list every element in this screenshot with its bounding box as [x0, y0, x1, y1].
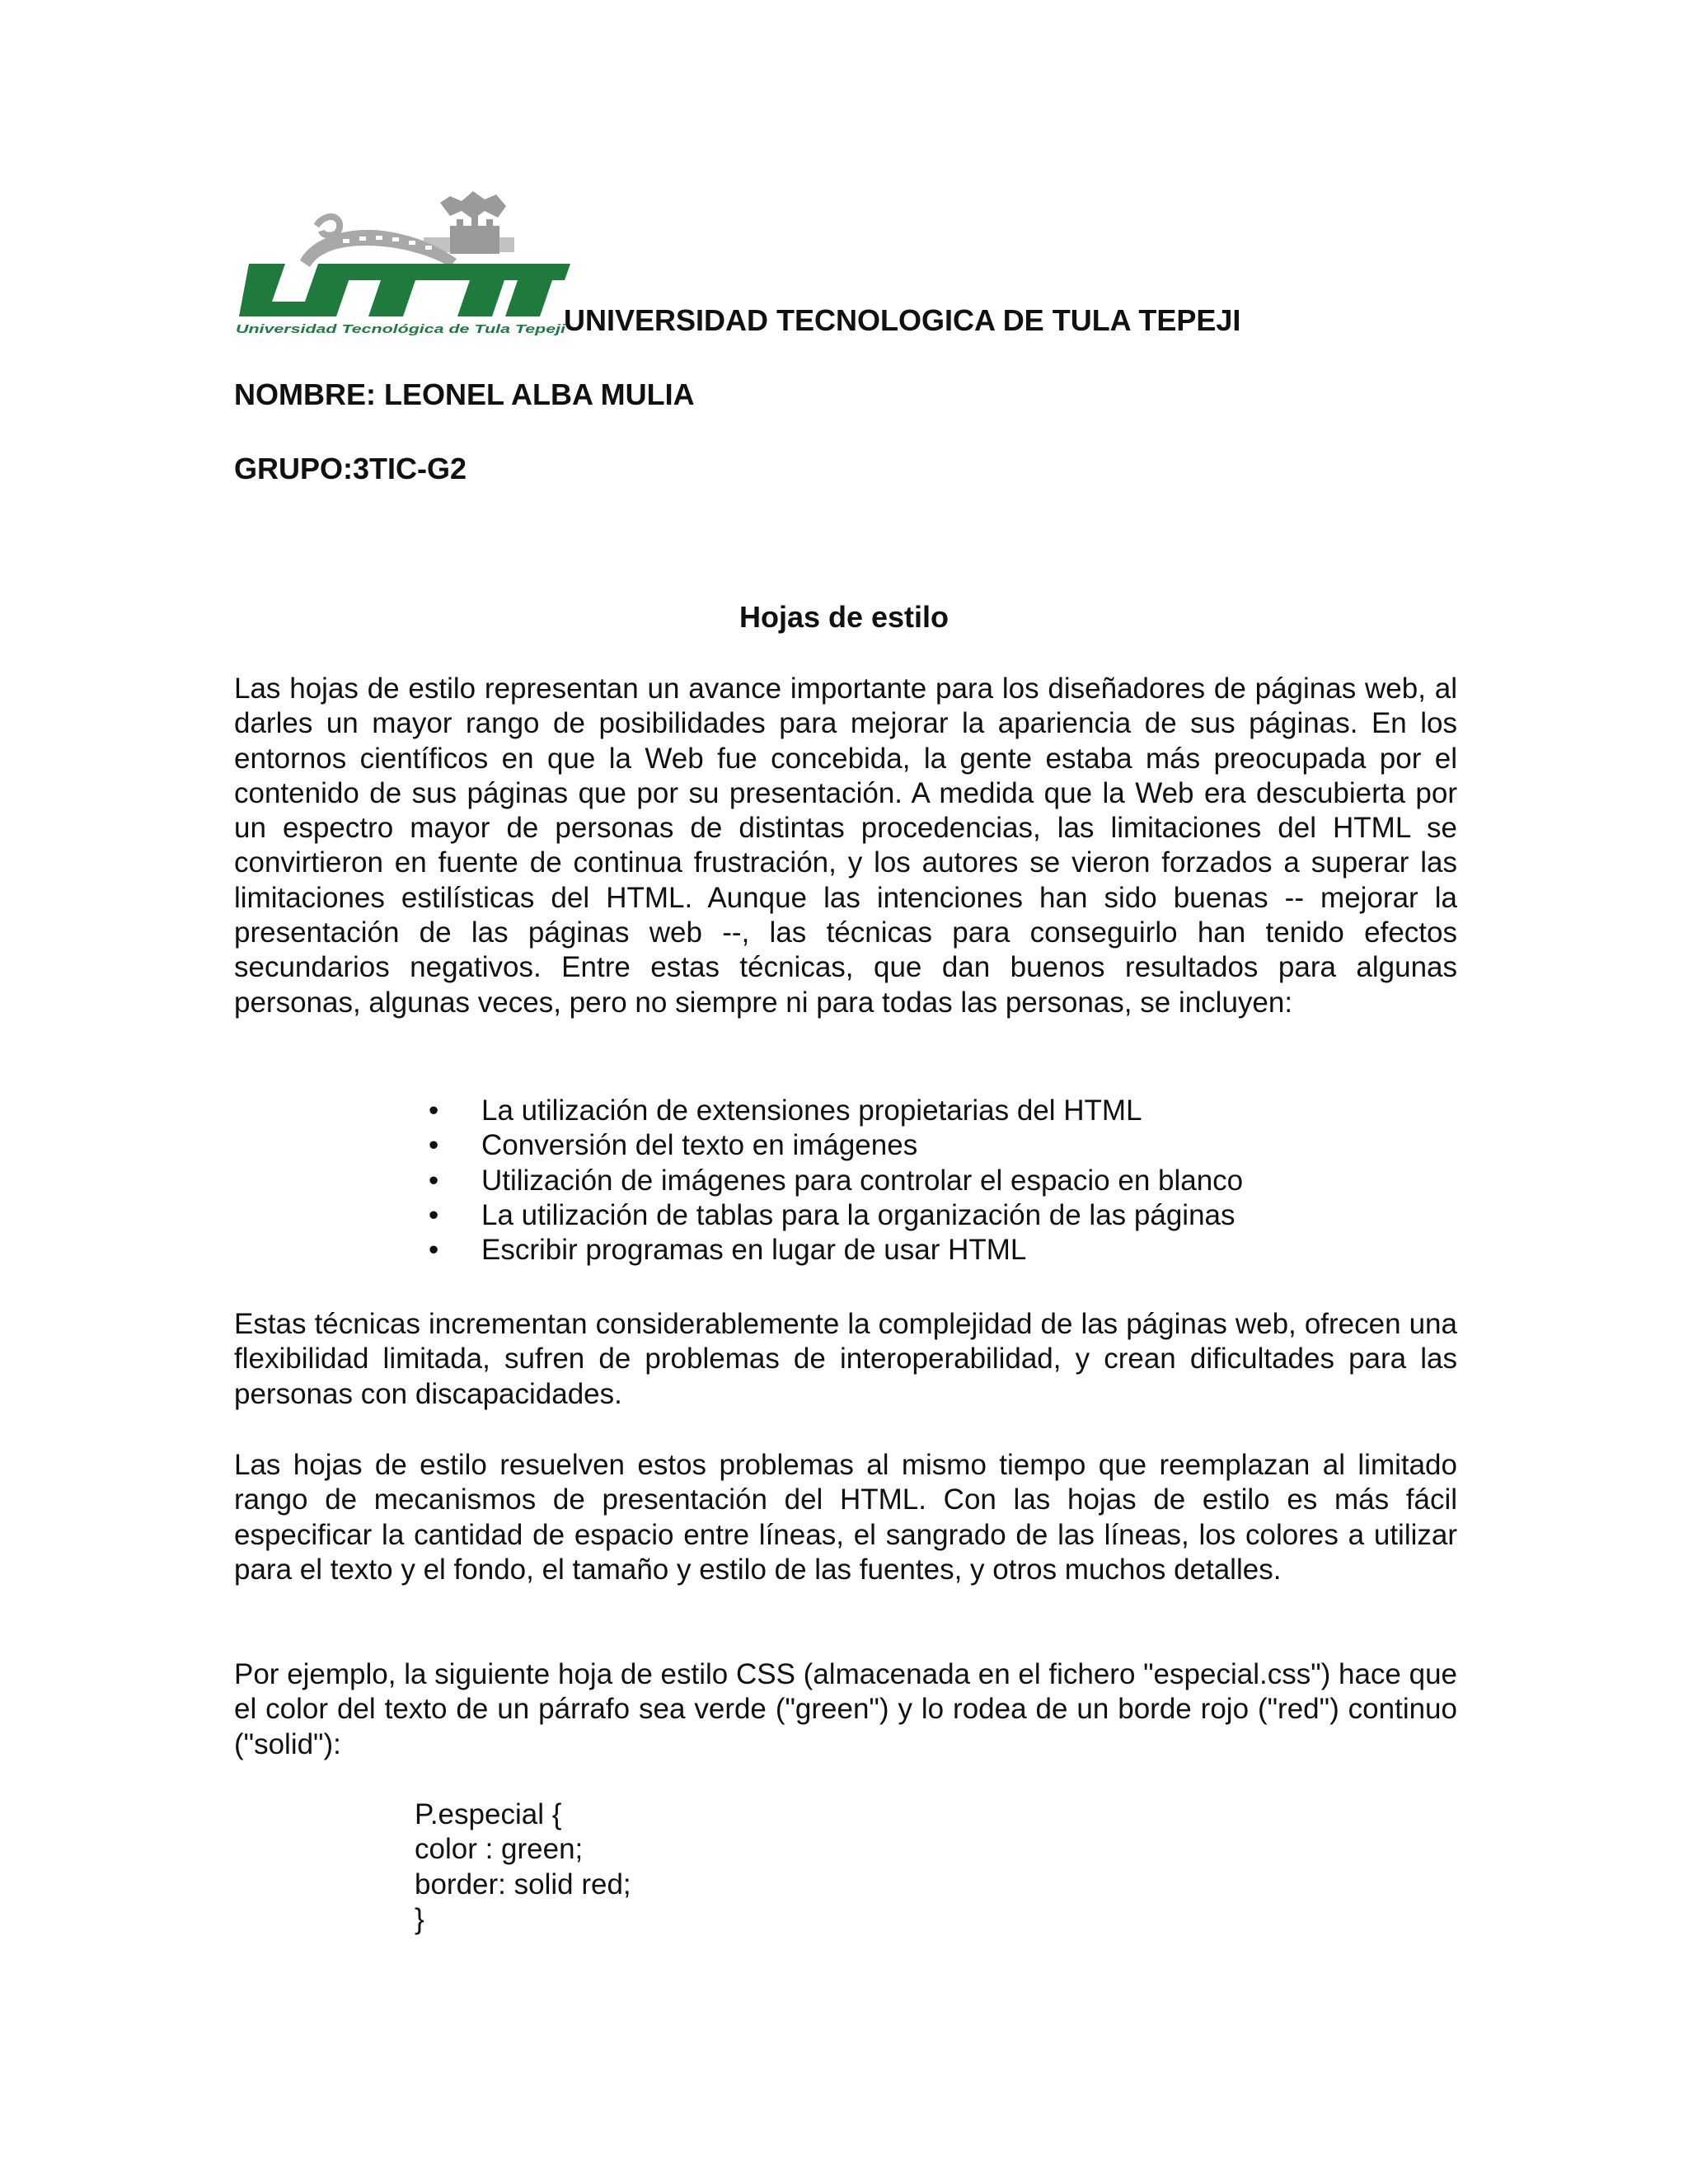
- code-line: border: solid red;: [415, 1868, 631, 1900]
- code-line: }: [415, 1902, 424, 1935]
- paragraph-intro: Las hojas de estilo representan un avance importante para los diseñadores de páginas web, al darles un mayor rango de posibilidades para mejorar la apariencia de sus páginas. En los entornos científicos en que la Web fue concebida, la gente estaba más preocupada por el contenido de sus páginas que por su presentación. A medida que la Web era descubierta por un espectro mayor de personas de distintas procedencias, las limitaciones del HTML se convirtieron en fuente de continua frustración, y los autores se vieron forzados a superar las limitaciones estilísticas del HTML. Aunque las intenciones han sido buenas -- mejorar la presentación de las páginas web --, las técnicas para conseguirlo han tenido efectos secundarios negativos. Entre estas técnicas, que dan buenos resultados para algunas personas, algunas veces, pero no siempre ni para todas las personas, se incluyen:: [234, 673, 1457, 1019]
- list-item: • Conversión del texto en imágenes: [429, 1128, 1243, 1163]
- student-name: NOMBRE: LEONEL ALBA MULIA: [234, 377, 695, 411]
- code-line: P.especial {: [415, 1798, 562, 1830]
- list-item: • Utilización de imágenes para controlar el espacio en blanco: [429, 1164, 1243, 1198]
- list-item: • Escribir programas en lugar de usar HTML: [429, 1233, 1243, 1268]
- techniques-list: [429, 1094, 1243, 1268]
- paragraph-solution: Las hojas de estilo resuelven estos problemas al mismo tiempo que reemplazan al limitado rango de mecanismos de presentación del HTML. Con las hojas de estilo es más fácil especificar la cantidad de espacio entre líneas, el sangrado de las líneas, los colores a utilizar para el texto y el fondo, el tamaño y estilo de las fuentes, y otros muchos detalles.: [234, 1449, 1457, 1586]
- code-line: color : green;: [415, 1833, 584, 1866]
- document-title: Hojas de estilo: [738, 600, 950, 634]
- list-item: • La utilización de extensiones propietarias del HTML: [429, 1094, 1243, 1128]
- document-header: [234, 188, 1470, 344]
- list-item: • La utilización de tablas para la organización de las páginas: [429, 1198, 1243, 1233]
- paragraph-problems: Estas técnicas incrementan considerablemente la complejidad de las páginas web, ofrecen una flexibilidad limitada, sufren de problemas de interoperabilidad, y crean dificultades para las personas con discapacidades.: [234, 1308, 1457, 1410]
- paragraph-example: Por ejemplo, la siguiente hoja de estilo CSS (almacenada en el fichero "especial.css") hace que el color del texto de un párrafo sea verde ("green") y lo rodea de un borde rojo ("red") continuo ("solid"):: [234, 1658, 1458, 1760]
- university-name: UNIVERSIDAD TECNOLOGICA DE TULA TEPEJI: [564, 303, 1241, 337]
- logo-caption: Universidad Tecnológica de Tula Tepeji: [236, 323, 567, 336]
- uttt-logo: [234, 188, 572, 338]
- student-group: GRUPO:3TIC-G2: [234, 452, 467, 485]
- css-code-block: [415, 1797, 631, 1937]
